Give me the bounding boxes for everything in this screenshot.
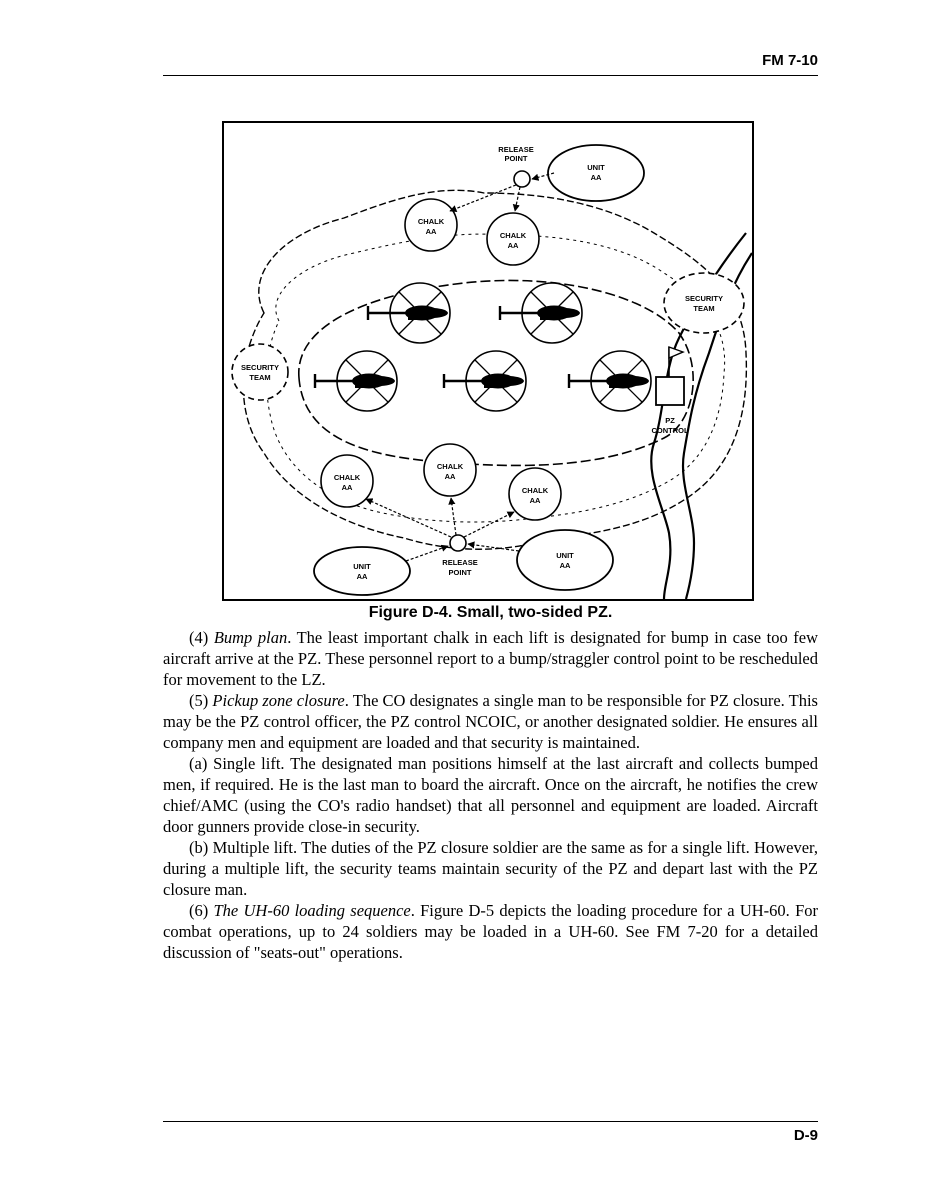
- aa-label: AA: [356, 572, 368, 581]
- chalk-label: CHALK: [499, 231, 527, 240]
- paragraph-5a: (a) Single lift. The designated man positions himself at the last aircraft and collects bumped men, if required. He is the last man to board the aircraft. Once on the aircraft, he notifies the crew chief/AMC (using the CO's radio handset) that all personnel and equipment are loaded. Aircraft door gunners provide close-in security.: [163, 754, 818, 836]
- chalk-label: CHALK: [521, 486, 549, 495]
- running-header: FM 7-10: [762, 52, 818, 69]
- body-text: [163, 627, 818, 963]
- paragraph-5: (5) Pickup zone closure. The CO designates a single man to be responsible for PZ closure. This may be the PZ control officer, the PZ control NCOIC, or another designated soldier. He ensures all company men and equipment are loaded and that security is maintained.: [163, 691, 818, 752]
- paragraph-6: (6) The UH-60 loading sequence. Figure D-5 depicts the loading procedure for a UH-60. For combat operations, up to 24 soldiers may be loaded in a UH-60. See FM 7-20 for a detailed discussion of "seats-out" operations.: [163, 901, 818, 962]
- chalk-label: CHALK: [436, 462, 464, 471]
- paragraph-5b: (b) Multiple lift. The duties of the PZ closure soldier are the same as for a single lift. However, during a multiple lift, the security teams maintain security of the PZ and depart last with the PZ closure man.: [163, 838, 818, 899]
- unit-label: UNIT: [587, 163, 605, 172]
- chalk-label: CHALK: [417, 217, 445, 226]
- unit-label: UNIT: [353, 562, 371, 571]
- aa-label: AA: [444, 472, 456, 481]
- release-label: RELEASE: [442, 558, 478, 567]
- pz-label: PZ: [665, 416, 675, 425]
- point-label: POINT: [448, 568, 472, 577]
- control-label: CONTROL: [651, 426, 689, 435]
- paragraph-4: (4) Bump plan. The least important chalk in each lift is designated for bump in case too few aircraft arrive at the PZ. These personnel report to a bump/straggler control point to be rescheduled for movement to the LZ.: [163, 628, 818, 689]
- footer-rule: [163, 1121, 818, 1122]
- uh60-loading-title: The UH-60 loading sequence: [213, 901, 411, 920]
- team-label: TEAM: [693, 304, 715, 313]
- chalk-label: CHALK: [333, 473, 361, 482]
- aa-label: AA: [559, 561, 571, 570]
- point-label: POINT: [504, 154, 528, 163]
- security-label: SECURITY: [685, 294, 723, 303]
- pz-diagram: [222, 121, 754, 601]
- security-team-west: [232, 344, 288, 400]
- pz-diagram-svg: [224, 123, 752, 599]
- team-label: TEAM: [249, 373, 271, 382]
- aa-label: AA: [507, 241, 519, 250]
- aa-label: AA: [341, 483, 353, 492]
- release-label: RELEASE: [498, 145, 534, 154]
- south-staging: [314, 444, 613, 595]
- header-rule: [163, 75, 818, 76]
- aa-label: AA: [529, 496, 541, 505]
- security-label: SECURITY: [241, 363, 279, 372]
- north-staging: [405, 145, 644, 265]
- pz-closure-title: Pickup zone closure: [212, 691, 345, 710]
- figure-caption: Figure D-4. Small, two-sided PZ.: [368, 604, 613, 621]
- aa-label: AA: [590, 173, 602, 182]
- security-team-east: [664, 273, 744, 333]
- aa-label: AA: [425, 227, 437, 236]
- unit-label: UNIT: [556, 551, 574, 560]
- bump-plan-title: Bump plan: [213, 628, 288, 647]
- page-number: D-9: [793, 1127, 818, 1144]
